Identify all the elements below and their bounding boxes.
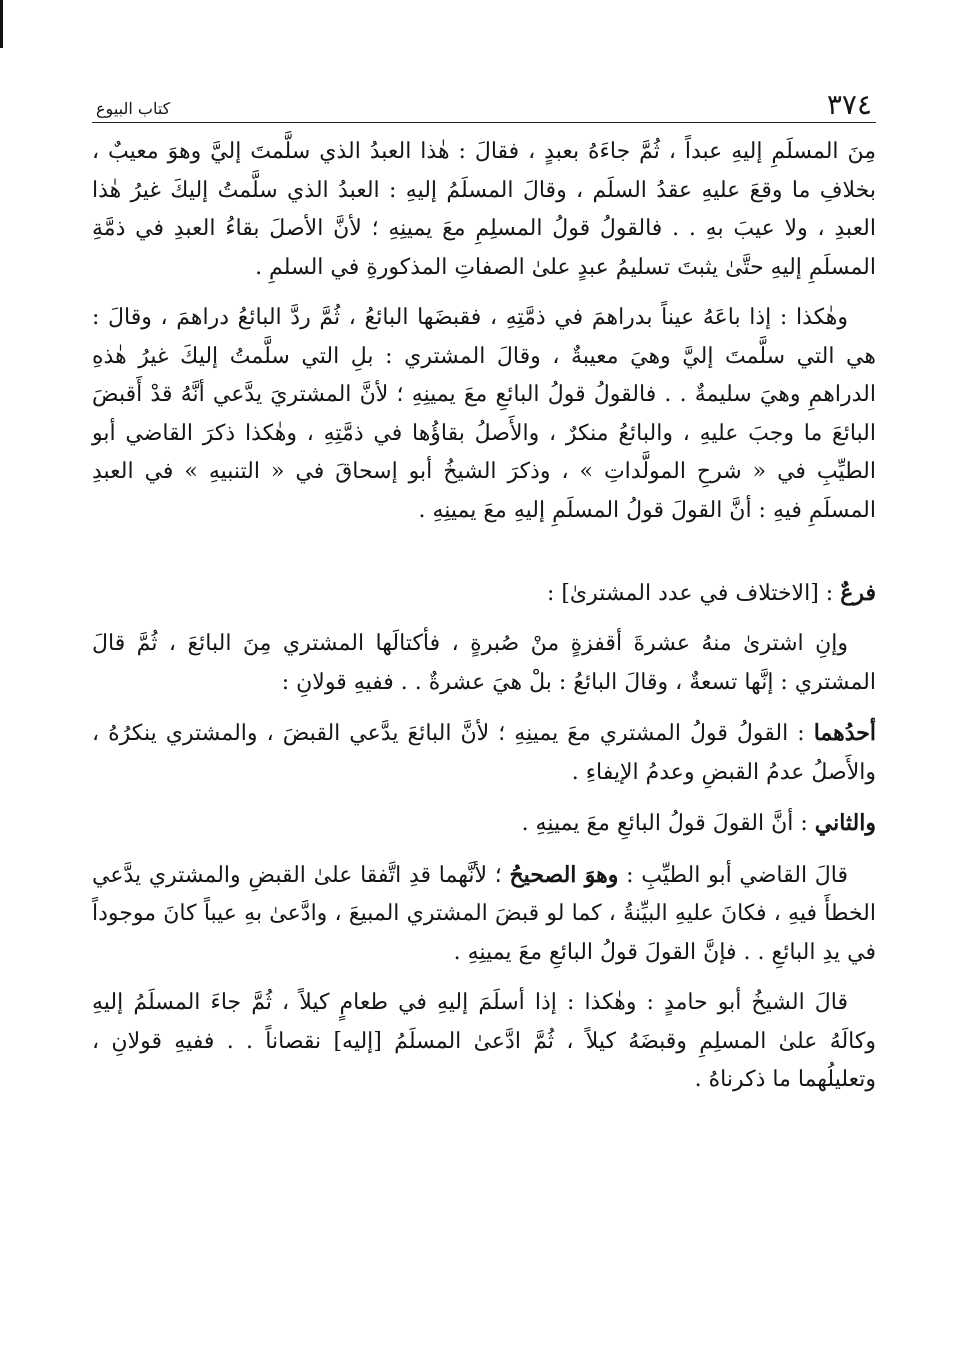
paragraph-7: قالَ الشيخُ أبو حامدٍ : وهٰكذا : إذا أسلَمَ إليهِ في طعامٍ كيلاً ، ثُمَّ جاءَ المسلَمُ إليهِ وكالَهُ علىٰ المسلِمِ وقبضَهُ كيلاً ، ثُمَّ ادَّعىٰ المسلَمُ [إليه] نقصاناً . . ففيهِ قولانِ ، وتعليلُهما ما ذكرناهُ . [92, 990, 876, 1092]
section-heading-title: : [الاختلاف في عدد المشترىٰ] : [546, 581, 841, 606]
page-edge-mark [0, 0, 3, 48]
running-title: كتاب البيوع [96, 99, 171, 118]
paragraph-5-lead: والثاني [814, 810, 876, 836]
paragraph-1: مِنَ المسلَمِ إليهِ عبداً ، ثُمَّ جاءَهُ بعبدٍ ، فقالَ : هٰذا العبدُ الذي سلَّمتَ إليَّ وهوَ معيبٌ ، بخلافِ ما وقعَ عليهِ عقدُ السلَم ، وقالَ المسلَمُ إليهِ : العبدُ الذي سلَّمتُ إليكَ غيرُ هٰذا العبدِ ، ولا عيبَ بهِ . . فالقولُ قولُ المسلِمِ معَ يمينِهِ ؛ لأنَّ الأصلَ بقاءُ العبدِ في ذمَّةِ المسلَمِ إليهِ حتَّىٰ يثبتَ تسليمُ عبدٍ علىٰ الصفاتِ المذكورةِ في السلمِ . [92, 139, 876, 280]
paragraph-6-before: قالَ القاضي أبو الطيِّبِ : [618, 862, 849, 888]
paragraph-2: وهٰكذا : إذا باعَهُ عيناً بدراهمَ في ذمَّتِهِ ، فقبضَها البائعُ ، ثُمَّ ردَّ البائعُ دراهمَ ، وقالَ : هي التي سلَّمتَ إليَّ وهيَ معيبةٌ ، وقالَ المشتري : بلِ التي سلَّمتُ إليكَ غيرُ هٰذهِ الدراهمِ وهيَ سليمةٌ . . فالقولُ قولُ البائعِ معَ يمينِهِ ؛ لأنَّ المشتريَ يدَّعي أنَّهُ قدْ أَقبضَ البائعَ ما وجبَ عليهِ ، والبائعُ منكرٌ ، والأَصلُ بقاؤُها في ذمَّتِهِ ، وهٰكذا ذكرَ القاضي أبو الطيِّبِ في « شرحِ المولَّداتِ » ، وذكرَ الشيخُ أبو إسحاقَ في « التنبيهِ » في العبدِ المسلَمِ فيهِ : أنَّ القولَ قولُ المسلَمِ إليهِ معَ يمينِهِ . [92, 305, 876, 523]
section-heading [92, 574, 876, 613]
paragraph-6-after: ؛ لأنَّهما قدِ اتَّفقا علىٰ القبضِ والمشتري يدَّعي الخطأَ فيهِ ، فكانَ عليهِ البيِّنةُ ، كما لو قبضَ المشتري المبيعَ ، وادَّعىٰ بهِ عيباً كانَ موجوداً في يدِ البائعِ . . فإنَّ القولَ قولُ البائعِ معَ يمينِهِ . [92, 862, 876, 965]
paragraph-4-lead: أحدُهما [813, 720, 876, 746]
paragraph-6-emphasis: وهوَ الصحيحُ [509, 861, 619, 888]
page-header [92, 86, 876, 123]
paragraph-5-text: : أنَّ القولَ قولُ البائعِ معَ يمينِهِ . [521, 811, 815, 836]
paragraph-6 [92, 856, 876, 973]
paragraph-4 [92, 714, 876, 792]
section-heading-lead: فرعٌ [840, 580, 876, 606]
page-body [92, 133, 876, 1100]
paragraph-4-text: : القولُ قولُ المشتري معَ يمينِهِ ؛ لأنَّ البائعَ يدَّعي القبضَ ، والمشتري ينكرُهُ ، والأَصلُ عدمُ القبضِ وعدمُ الإيفاءِ . [92, 721, 876, 785]
book-page [92, 86, 876, 1100]
paragraph-5 [92, 804, 876, 844]
paragraph-3: وإنِ اشترىٰ منهُ عشرةَ أقفزةٍ منْ صُبرةٍ ، فأكتالَها المشتري مِنَ البائعَ ، ثُمَّ قالَ المشتري : إنَّها تسعةٌ ، وقالَ البائعُ : بلْ هيَ عشرةٌ . . ففيهِ قولانِ : [92, 631, 876, 695]
page-number: ٣٧٤ [826, 88, 872, 121]
